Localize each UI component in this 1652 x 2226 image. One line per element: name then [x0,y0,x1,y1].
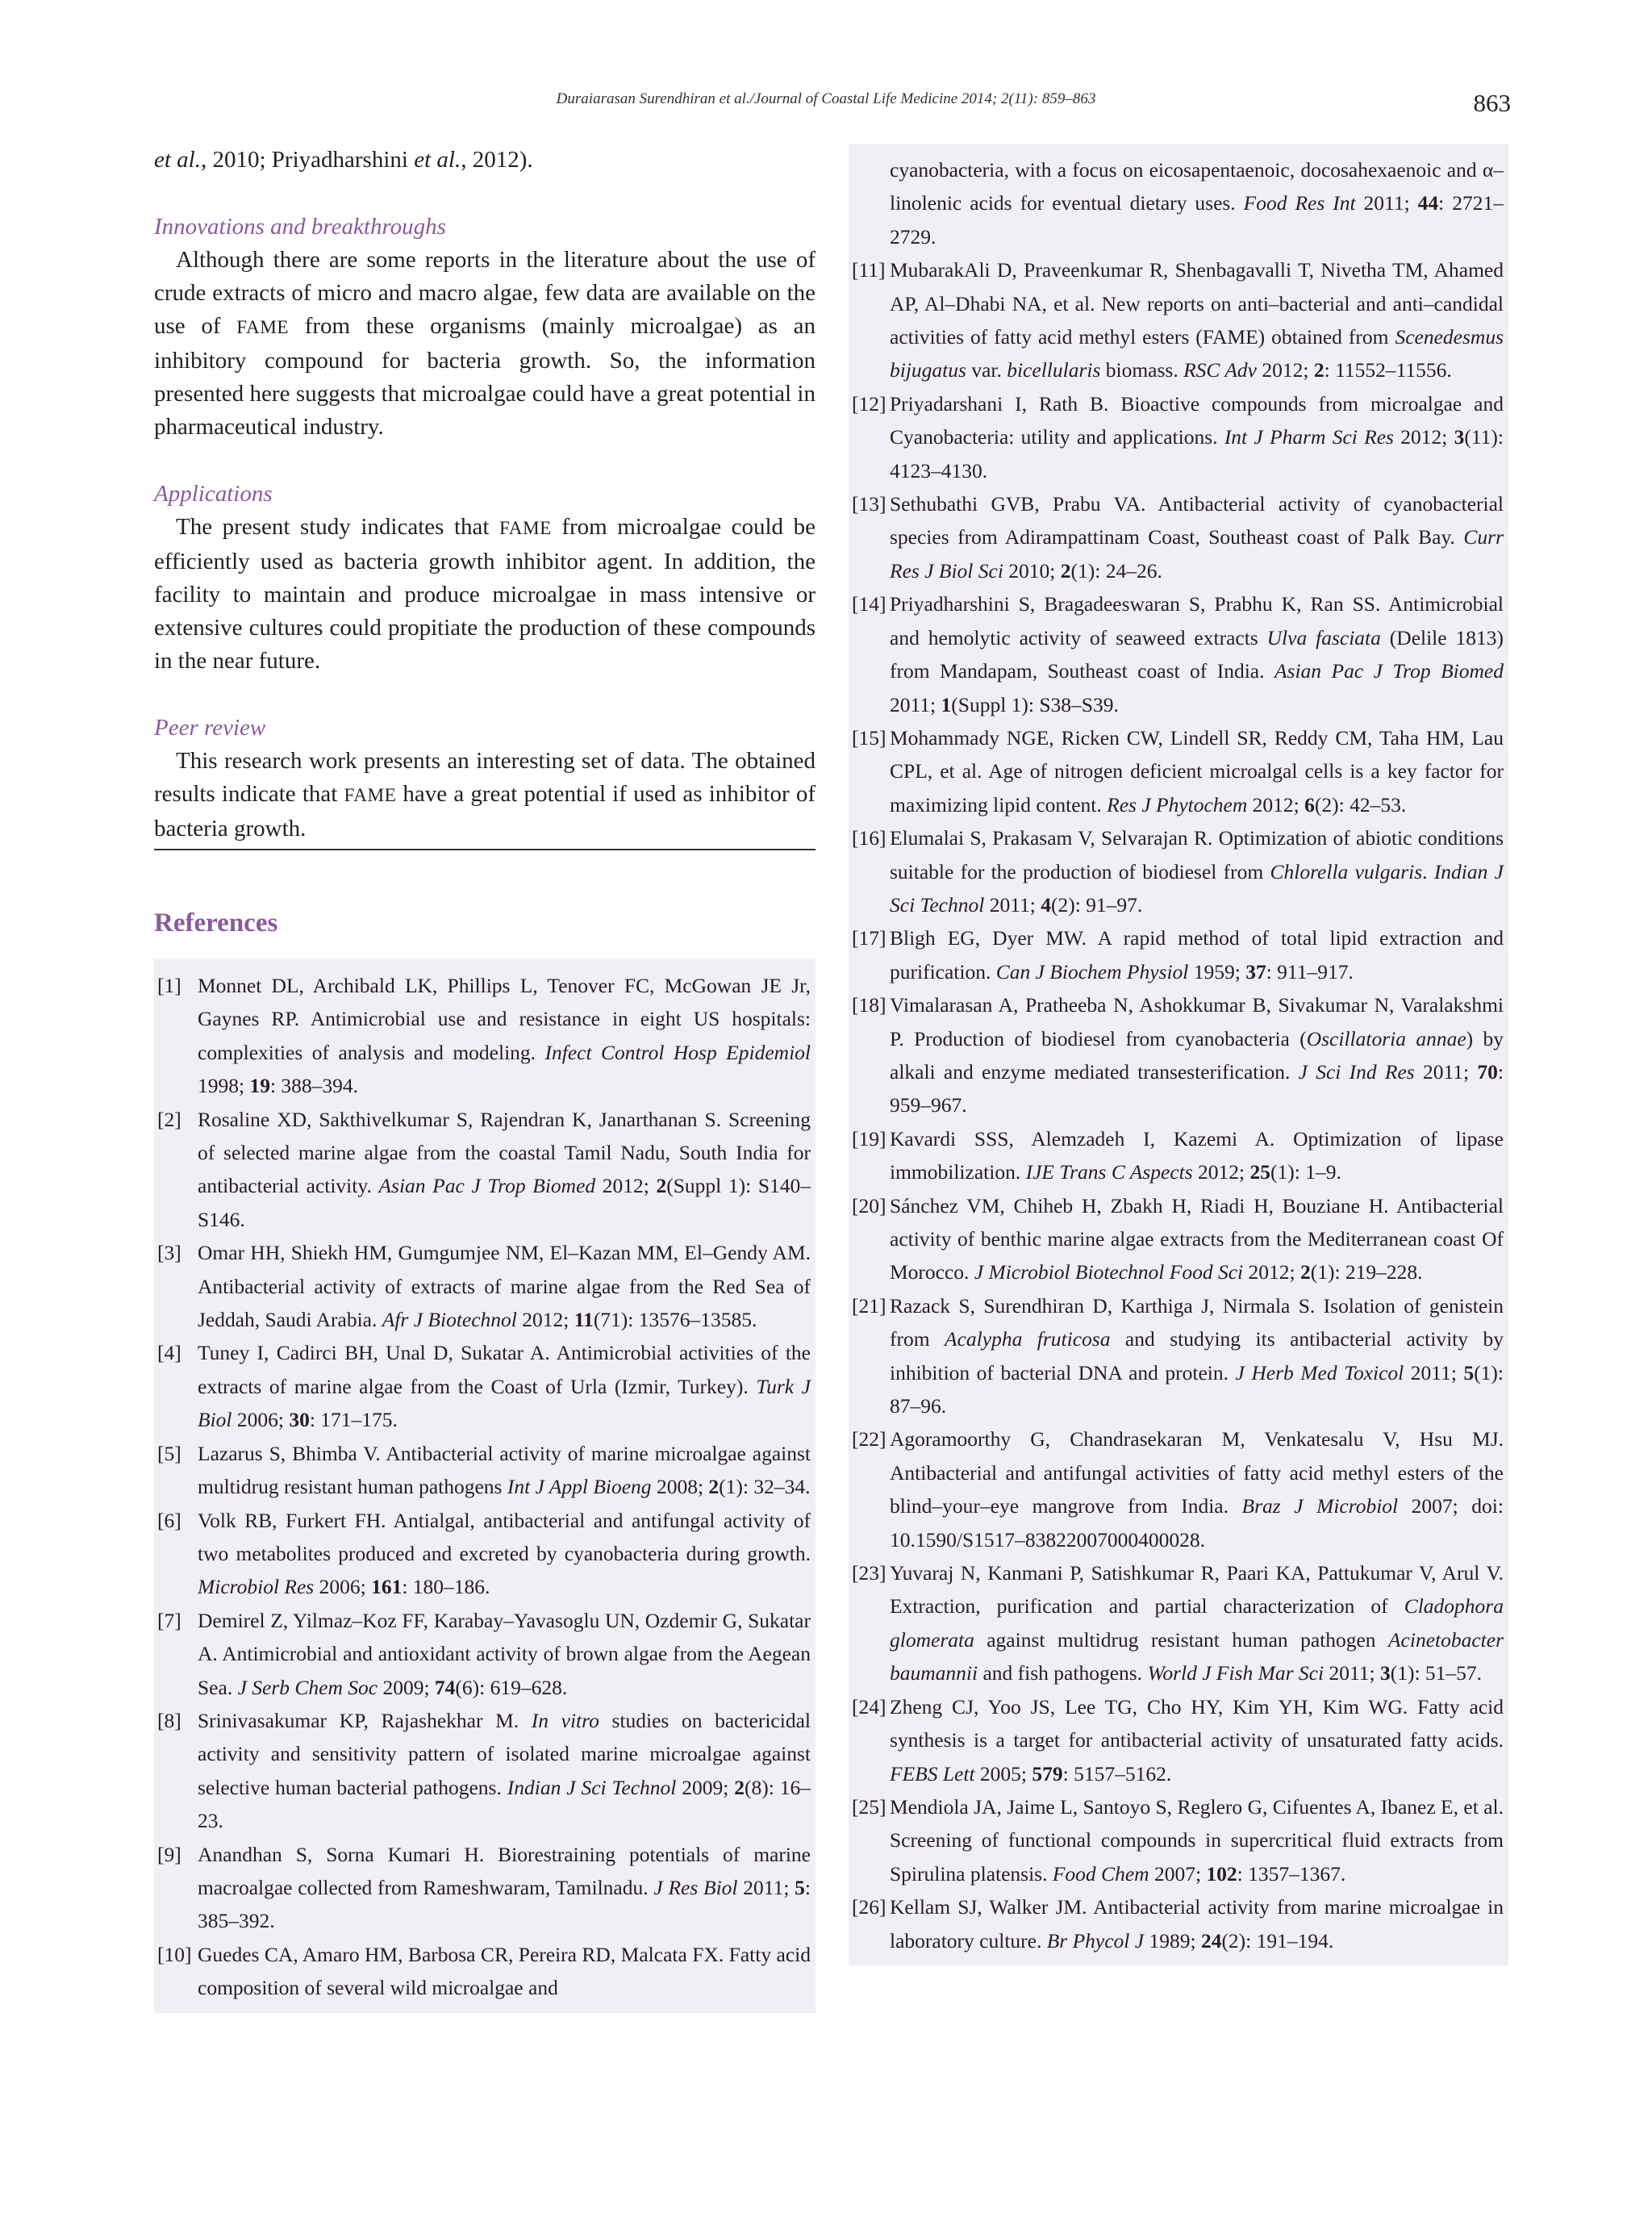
text-run: (8): 16–23. [198,1775,811,1833]
text-run: Srinivasakumar KP, Rajashekhar M. [198,1708,532,1732]
reference-item [852,153,1504,253]
reference-item [157,1504,811,1604]
text-run: Lazarus S, Bhimba V. Antibacterial activity of marine microalgae against multidrug resistant human pathogens [198,1441,811,1499]
bold-text: 2 [1060,558,1071,583]
reference-number: [25] [852,1794,886,1819]
italic-text: J Sci Ind Res [1298,1059,1415,1084]
italic-text: Curr Res J Biol Sci [890,525,1504,583]
text-run: (1): 51–57. [1390,1661,1483,1685]
reference-number: [2] [157,1107,181,1131]
text-run: Although there are some reports in the literature about the use of crude extracts of micro and macro algae, few data are available on the use of [154,247,816,339]
text-run: 2011; [1404,1360,1464,1384]
reference-item [852,1289,1504,1423]
text-run: against multidrug resistant human pathogen [974,1627,1388,1652]
italic-text: FEBS Lett [890,1761,975,1785]
text-run: 2005; [974,1761,1032,1785]
italic-text: Cladophora glomerata [890,1594,1504,1652]
section-heading: Innovations and breakthroughs [154,214,446,240]
text-run: 2008; [651,1475,709,1499]
italic-text: Microbiol Res [198,1575,315,1599]
italic-text: Food Res Int [1243,191,1356,215]
reference-number: [17] [852,926,886,950]
reference-number: [14] [852,592,886,616]
italic-text: Turk J Biol [198,1374,811,1432]
bold-text: 2 [1313,358,1325,382]
reference-item [852,988,1504,1122]
text-run: (Delile 1813) from Mandapam, Southeast coast of India. [890,625,1504,683]
section-peer-review [154,712,816,850]
italic-text: Indian J Sci Technol [507,1775,677,1799]
right-column [849,144,1508,1965]
text-run: : 911–917. [1266,959,1354,984]
text-run: (11): 4123–4130. [890,425,1504,482]
text-run: (1): 24–26. [1070,558,1162,583]
text-run: ) by alkali and enzyme mediated transesterification. [890,1026,1504,1084]
reference-number: [3] [157,1241,181,1265]
text-run: Priyadarshani I, Rath B. Bioactive compounds from microalgae and Cyanobacteria: utility and applications. [890,391,1504,449]
text-run: have a great potential if used as inhibitor of bacteria growth. [154,781,816,842]
italic-text: Acinetobacter baumannii [890,1627,1504,1685]
text-run: Mendiola JA, Jaime L, Santoyo S, Reglero G, Cifuentes A, Ibanez E, et al. Screening of functional compounds in supercritical fluid extracts from Spirulina platensis. [890,1794,1504,1886]
intro-text: , 2010; Priyadharshini [201,147,415,173]
bold-text: 2 [708,1475,720,1499]
text-run: Sethubathi GVB, Prabu VA. Antibacterial activity of cyanobacterial species from Adirampattinam Coast, Southeast coast of Palk Bay. [890,492,1504,549]
reference-number: [11] [852,258,886,282]
reference-number: [20] [852,1193,886,1217]
reference-number: [15] [852,725,886,750]
text-run: (1): 32–34. [719,1475,811,1499]
reference-item [157,1838,811,1938]
text-run: var. [966,358,1007,382]
text-run: Razack S, Surendhiran D, Karthiga J, Nirmala S. Isolation of genistein from [890,1293,1504,1351]
text-run: FAME [236,317,289,338]
text-run: : 385–392. [198,1875,811,1933]
italic-text: RSC Adv [1183,358,1258,382]
reference-item [157,1103,811,1237]
text-run: 2007; [1149,1861,1207,1886]
text-run: (1): 219–228. [1310,1260,1423,1284]
running-header: Duraiarasan Surendhiran et al./Journal of Coastal Life Medicine 2014; 2(11): 859–863 [556,90,1096,107]
reference-number: [21] [852,1293,886,1318]
italic-text: In vitro [531,1708,599,1732]
text-run: MubarakAli D, Praveenkumar R, Shenbagavalli T, Nivetha TM, Ahamed AP, Al–Dhabi NA, et al. New reports on anti–bacterial and anti–candidal activities of fatty acid methyl esters (FAME) obtained from [890,258,1504,349]
bold-text: 161 [371,1575,403,1599]
text-run: : 2721–2729. [890,191,1504,248]
text-run: Zheng CJ, Yoo JS, Lee TG, Cho HY, Kim YH, Kim WG. Fatty acid synthesis is a target for antibacterial activity of unsaturated fatty acids. [890,1694,1504,1752]
text-run: Mohammady NGE, Ricken CW, Lindell SR, Reddy CM, Taha HM, Lau CPL, et al. Age of nitrogen deficient microalgal cells is a key factor for maximizing lipid content. [890,725,1504,816]
reference-number: [22] [852,1427,886,1451]
text-run: 2012; [595,1174,657,1198]
text-run: Anandhan S, Sorna Kumari H. Biorestraining potentials of marine macroalgae collected from Rameshwaram, Tamilnadu. [198,1842,811,1899]
text-run: (Suppl 1): S38–S39. [951,692,1119,716]
reference-number: [6] [157,1508,181,1532]
reference-item [852,1422,1504,1556]
text-run: from microalgae could be efficiently used as bacteria growth inhibitor agent. In addition, the facility to maintain and produce microalgae in mass intensive or extensive cultures could propitiate the production of these compounds in the near future. [154,514,816,674]
reference-number: [9] [157,1842,181,1866]
text-run: : 5157–5162. [1062,1761,1172,1785]
text-run: and studying its antibacterial activity by inhibition of bacterial DNA and protein. [890,1327,1504,1384]
italic-text: Indian J Sci Technol [890,859,1504,917]
text-run: Kavardi SSS, Alemzadeh I, Kazemi A. Optimization of lipase immobilization. [890,1126,1504,1184]
reference-item [852,1890,1504,1957]
bold-text: 2 [734,1775,745,1799]
bold-text: 579 [1032,1761,1063,1785]
italic-text: Oscillatoria annae [1306,1026,1466,1050]
text-run: 2012; [1393,425,1454,449]
text-run: 2012; [516,1308,574,1332]
text-run: Bligh EG, Dyer MW. A rapid method of total lipid extraction and purification. [890,926,1504,984]
reference-item [852,821,1504,921]
text-run: and fish pathogens. [978,1661,1148,1685]
reference-item [852,387,1504,487]
bold-text: 1 [941,692,952,716]
text-run: Yuvaraj N, Kanmani P, Satishkumar R, Paari KA, Pattukumar V, Arul V. Extraction, purification and partial characterization of [890,1561,1504,1618]
text-run: Rosaline XD, Sakthivelkumar S, Rajendran K, Janarthanan S. Screening of selected marine algae from the coastal Tamil Nadu, South India for antibacterial activity. [198,1107,811,1198]
italic-text: Scenedesmus bijugatus [890,325,1504,382]
reference-item [157,1938,811,2005]
text-run: 1989; [1144,1928,1201,1952]
reference-number: [12] [852,391,886,416]
reference-item [852,1189,1504,1289]
text-run: 2011; [1414,1059,1478,1084]
text-run: : 388–394. [269,1074,359,1098]
text-run: 2012; [1257,358,1314,382]
section-applications [154,478,816,678]
text-run: Volk RB, Furkert FH. Antialgal, antibacterial and antifungal activity of two metabolites produced and excreted by cyanobacteria during growth. [198,1508,811,1565]
text-run: : 171–175. [309,1408,398,1432]
text-run: (1): 1–9. [1270,1160,1341,1184]
text-run: 2009; [378,1675,435,1699]
intro-text: et al. [414,147,461,173]
bold-text: 2 [656,1174,667,1198]
italic-text: Ulva fasciata [1266,625,1381,649]
section-paragraph [154,745,816,846]
text-run: Agoramoorthy G, Chandrasekaran M, Venkatesalu V, Hsu MJ. Antibacterial and antifungal activities of fatty acid methyl esters of the blind–your–eye mangrove from India. [890,1427,1504,1518]
italic-text: Asian Pac J Trop Biomed [378,1174,596,1198]
bold-text: 102 [1206,1861,1237,1886]
bold-text: 4 [1041,892,1051,917]
text-run: from these organisms (mainly microalgae) as an inhibitory compound for bacteria growth. So, the information presented here suggests that microalgae could have a great potential in pharmaceutical industry. [154,313,816,440]
reference-item [852,721,1504,821]
intro-continuation [154,144,816,177]
text-run: studies on bactericidal activity and sensitivity pattern of isolated marine microalgae against selective human bacterial pathogens. [198,1708,811,1799]
section-heading: Peer review [154,715,266,741]
reference-item [157,969,811,1103]
reference-number: [23] [852,1561,886,1585]
text-run: 2007; doi: 10.1590/S1517–83822007000400028. [890,1494,1504,1552]
text-run: 2011; [1355,191,1418,215]
italic-text: Can J Biochem Physiol [995,959,1189,984]
reference-item [157,1437,811,1504]
text-run: Omar HH, Shiekh HM, Gumgumjee NM, El–Kazan MM, El–Gendy AM. Antibacterial activity of extracts of marine algae from the Red Sea of Jeddah, Saudi Arabia. [198,1241,811,1332]
italic-text: Infect Control Hosp Epidemiol [544,1040,811,1064]
bold-text: 37 [1245,959,1266,984]
section-divider [154,849,816,850]
italic-text: Int J Pharm Sci Res [1224,425,1394,449]
italic-text: Asian Pac J Trop Biomed [1274,659,1504,683]
reference-number: [26] [852,1895,886,1919]
bold-text: 3 [1379,1661,1391,1685]
section-paragraph [154,511,816,678]
text-run: (Suppl 1): S140–S146. [198,1174,811,1231]
reference-item [157,1336,811,1436]
text-run: FAME [344,785,397,806]
reference-item [852,253,1504,387]
bold-text: 24 [1200,1928,1222,1952]
references-list-right [849,144,1508,1965]
reference-number: [13] [852,492,886,516]
text-run: biomass. [1100,358,1184,382]
section-heading: Applications [154,481,273,507]
intro-text: , 2012). [461,147,533,173]
bold-text: 30 [289,1408,310,1432]
text-run: The present study indicates that [176,514,500,540]
text-run: 2010; [1003,558,1061,583]
text-run: : 11552–11556. [1324,358,1452,382]
reference-number: [24] [852,1694,886,1719]
text-run: 2011; [737,1875,795,1899]
reference-item [852,1122,1504,1189]
bold-text: 19 [249,1074,270,1098]
italic-text: Chlorella vulgaris [1270,859,1423,883]
reference-item [157,1236,811,1336]
bold-text: 5 [1463,1360,1475,1384]
reference-item [852,587,1504,721]
reference-item [157,1604,811,1704]
text-run: (2): 91–97. [1050,892,1143,917]
reference-item [157,1704,811,1838]
reference-number: [1] [157,974,181,997]
text-run: (6): 619–628. [455,1675,568,1699]
reference-number: [8] [157,1708,181,1732]
text-run: Vimalarasan A, Pratheeba N, Ashokkumar B, Sivakumar N, Varalakshmi P. Production of biodiesel from cyanobacteria ( [890,993,1504,1050]
italic-text: Br Phycol J [1046,1928,1145,1952]
text-run: 2012; [1247,792,1305,816]
bold-text: 5 [795,1875,805,1899]
text-run: 2006; [232,1408,290,1432]
bold-text: 6 [1304,792,1315,816]
text-run: : 1357–1367. [1237,1861,1346,1886]
text-run: 2011; [984,892,1041,917]
italic-text: bicellularis [1007,358,1101,382]
bold-text: 70 [1477,1059,1498,1084]
reference-number: [19] [852,1126,886,1151]
italic-text: IJE Trans C Aspects [1025,1160,1193,1184]
text-run: 2009; [676,1775,735,1799]
italic-text: Int J Appl Bioeng [507,1475,652,1499]
reference-number: [16] [852,826,886,850]
text-run: Monnet DL, Archibald LK, Phillips L, Tenover FC, McGowan JE Jr, Gaynes RP. Antimicrobial use and resistance in eight US hospitals: complexities of analysis and modeling. [198,974,811,1064]
reference-number: [5] [157,1441,181,1465]
text-run: (1): 87–96. [890,1360,1504,1418]
text-run: (2): 191–194. [1221,1928,1334,1952]
text-run: 2012; [1192,1160,1250,1184]
reference-item [852,1790,1504,1890]
reference-number: [18] [852,993,886,1017]
reference-item [852,487,1504,587]
italic-text: J Serb Chem Soc [237,1675,378,1699]
reference-item [852,1556,1504,1690]
text-run: Priyadharshini S, Bragadeeswaran S, Prabhu K, Ran SS. Antimicrobial and hemolytic activity of seaweed extracts [890,592,1504,649]
text-run: 2011; [1324,1661,1380,1685]
italic-text: J Microbiol Biotechnol Food Sci [974,1260,1244,1284]
section-innovations [154,211,816,444]
left-column [154,144,816,2013]
text-run: cyanobacteria, with a focus on eicosapentaenoic, docosahexaenoic and α–linolenic acids for eventual dietary uses. [890,158,1504,215]
text-run: Kellam SJ, Walker JM. Antibacterial activity from marine microalgae in laboratory culture. [890,1895,1504,1952]
text-run: Sánchez VM, Chiheb H, Zbakh H, Riadi H, Bouziane H. Antibacterial activity of benthic marine algae extracts from the Mediterranean coast Of Morocco. [890,1193,1504,1284]
bold-text: 25 [1249,1160,1270,1184]
reference-number: [7] [157,1608,181,1632]
italic-text: World J Fish Mar Sci [1147,1661,1325,1685]
text-run: Demirel Z, Yilmaz–Koz FF, Karabay–Yavasoglu UN, Ozdemir G, Sukatar A. Antimicrobial and antioxidant activity of brown algae from the Aegean Sea. [198,1608,811,1699]
text-run: 2006; [314,1575,372,1599]
text-run: : 180–186. [402,1575,490,1599]
bold-text: 11 [574,1308,594,1332]
section-paragraph [154,244,816,444]
italic-text: Acalypha fruticosa [945,1327,1111,1351]
intro-text: et al. [154,147,201,173]
reference-item [852,921,1504,988]
italic-text: Food Chem [1052,1861,1149,1886]
bold-text: 3 [1454,425,1465,449]
references-heading: References [154,908,278,938]
intro-paragraph [154,144,816,177]
text-run: 2012; [1243,1260,1300,1284]
text-run: (71): 13576–13585. [593,1308,757,1332]
text-run: FAME [499,518,552,539]
reference-number: [4] [157,1341,181,1365]
bold-text: 2 [1299,1260,1311,1284]
text-run: : 959–967. [890,1059,1504,1117]
reference-item [852,1690,1504,1790]
italic-text: J Res Biol [653,1875,738,1899]
page-number: 863 [1473,89,1511,117]
text-run: . [1422,859,1434,883]
text-run: 1959; [1188,959,1246,984]
reference-number: [10] [157,1942,192,1966]
text-run: (2): 42–53. [1314,792,1407,816]
italic-text: Afr J Biotechnol [382,1308,517,1332]
text-run: Guedes CA, Amaro HM, Barbosa CR, Pereira RD, Malcata FX. Fatty acid composition of several wild microalgae and [198,1942,811,2000]
italic-text: Braz J Microbiol [1241,1494,1399,1518]
text-run: Elumalai S, Prakasam V, Selvarajan R. Optimization of abiotic conditions suitable for the production of biodiesel from [890,826,1504,883]
bold-text: 74 [434,1675,456,1699]
text-run: This research work presents an interesting set of data. The obtained results indicate that [154,748,816,807]
italic-text: J Herb Med Toxicol [1235,1360,1404,1384]
text-run: 2011; [890,692,941,716]
italic-text: Res J Phytochem [1107,792,1248,816]
text-run: 1998; [198,1074,250,1098]
text-run: Tuney I, Cadirci BH, Unal D, Sukatar A. Antimicrobial activities of the extracts of marine algae from the Coast of Urla (Izmir, Turkey). [198,1341,811,1398]
bold-text: 44 [1417,191,1439,215]
references-list-left [154,959,816,2013]
